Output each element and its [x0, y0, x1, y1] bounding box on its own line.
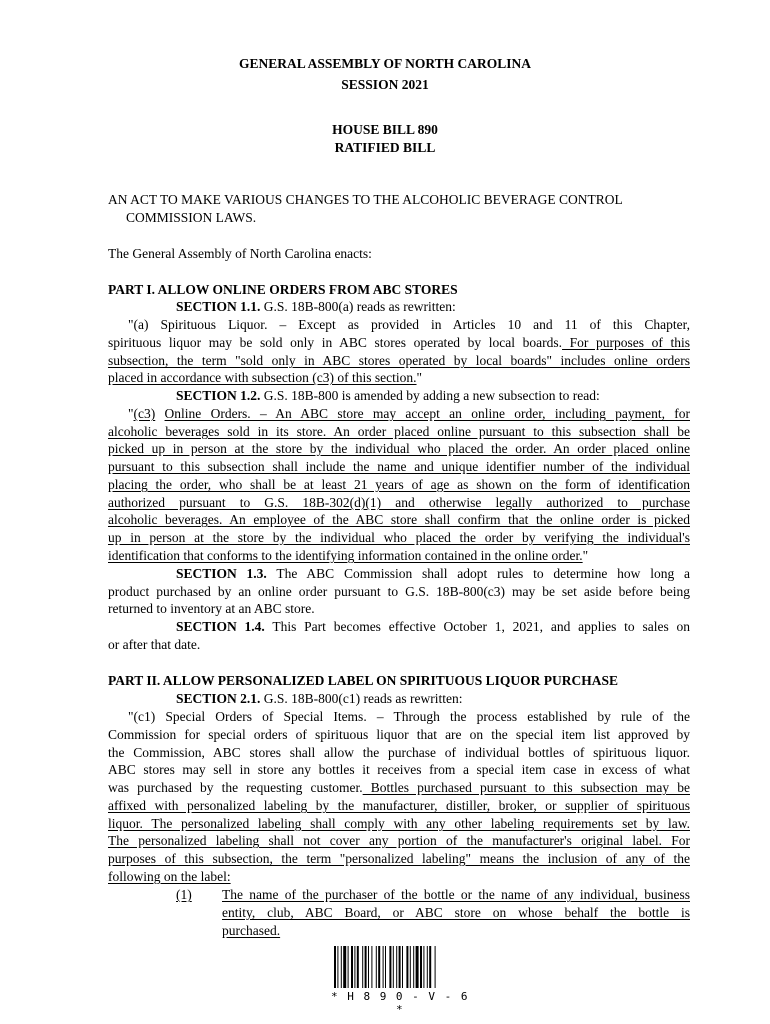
section-1-2-line — [128, 405, 690, 423]
barcode-bar — [385, 946, 386, 988]
barcode-bar — [337, 946, 338, 988]
section-2-1-line — [128, 708, 690, 726]
section-1-2-line: picked up in person at the store by the individual who placed the order. An order placed online — [108, 441, 690, 456]
section-1-4-line: or after that date. — [108, 637, 201, 652]
act-title-line-1: AN ACT TO MAKE VARIOUS CHANGES TO THE ALCOHOLIC BEVERAGE CONTROL — [108, 192, 623, 207]
barcode-bar — [348, 946, 349, 988]
section-1-1-intro — [176, 298, 690, 316]
barcode-bar — [354, 946, 355, 988]
section-1-4-line — [176, 618, 690, 636]
inserted-text: Bottles purchased pursuant to this subsection may be — [362, 780, 690, 795]
barcode — [334, 946, 466, 992]
barcode-text: * H 8 9 0 - V - 6 * — [330, 990, 470, 1016]
barcode-bar — [429, 946, 431, 988]
section-1-1-line — [108, 369, 690, 387]
barcode-bar — [393, 946, 394, 988]
barcode-bar — [402, 946, 403, 988]
section-text: G.S. 18B-800(c1) reads as rewritten: — [263, 691, 463, 706]
barcode-bar — [383, 946, 384, 988]
section-1-1-line: subsection, the term "sold only in ABC stores operated by local boards" includes online orders — [108, 353, 690, 368]
barcode-bar — [427, 946, 428, 988]
section-1-3-line: returned to inventory at an ABC store. — [108, 601, 315, 616]
section-1-3-line — [176, 565, 690, 583]
section-2-1-line: The personalized labeling shall not cover any portion of the manufacturer's original label. For — [108, 833, 690, 848]
section-1-1-line — [128, 316, 690, 334]
section-label: SECTION 1.1. — [176, 299, 261, 314]
barcode-bar — [423, 946, 424, 988]
session: SESSION 2021 — [341, 77, 429, 92]
barcode-bar — [396, 946, 397, 988]
barcode-bar — [435, 946, 436, 988]
enacting-clause: The General Assembly of North Carolina enacts: — [108, 246, 372, 261]
quote: " — [416, 370, 423, 385]
section-label: SECTION 2.1. — [176, 691, 261, 706]
section-1-2-line: alcoholic beverages sold in its store. An order placed online pursuant to this subsection shall be — [108, 424, 690, 439]
section-1-2-line: placing the order, who shall be at least 21 years of age as shown on the form of identification — [108, 477, 690, 492]
barcode-bar — [389, 946, 391, 988]
list-item-line: purchased. — [222, 923, 281, 938]
section-text: This Part becomes effective October 1, 2021, and applies to sales on — [272, 619, 690, 634]
barcode-bar — [410, 946, 411, 988]
list-item-number: (1) — [176, 887, 192, 902]
section-2-1-intro — [176, 690, 690, 708]
section-2-1-line — [108, 779, 690, 797]
act-title-line-2: COMMISSION LAWS. — [126, 210, 257, 225]
section-1-2-line: up in person at the store by the individual who placed the order by verifying the individual's — [108, 530, 690, 545]
section-1-2-line — [108, 547, 690, 565]
barcode-bar — [376, 946, 377, 988]
part-1-heading: PART I. ALLOW ONLINE ORDERS FROM ABC STORES — [108, 282, 458, 297]
barcode-bar — [343, 946, 346, 988]
section-text: G.S. 18B-800(a) reads as rewritten: — [263, 299, 456, 314]
barcode-bar — [420, 946, 422, 988]
barcode-bar — [371, 946, 372, 988]
barcode-bar — [416, 946, 419, 988]
bill-status: RATIFIED BILL — [334, 140, 436, 155]
barcode-bar — [357, 946, 359, 988]
section-1-3-line: product purchased by an online order pursuant to G.S. 18B-800(c3) may be set aside before being — [108, 584, 690, 599]
section-text: The ABC Commission shall adopt rules to determine how long a — [276, 566, 690, 581]
part-2-heading: PART II. ALLOW PERSONALIZED LABEL ON SPIRITUOUS LIQUOR PURCHASE — [108, 673, 619, 688]
quote: " — [128, 406, 134, 421]
barcode-bar — [399, 946, 401, 988]
barcode-bar — [365, 946, 367, 988]
barcode-bar — [334, 946, 336, 988]
inserted-text: placed in accordance with subsection (c3) of this section. — [108, 370, 417, 385]
barcode-bar — [378, 946, 380, 988]
subsection-marker: "(a) — [128, 317, 149, 332]
list-item-line: The name of the purchaser of the bottle or the name of any individual, business — [222, 887, 690, 902]
inserted-text: identification that conforms to the identifying information contained in the online order. — [108, 548, 583, 563]
section-1-1-line — [108, 334, 690, 352]
section-2-1-line: the Commission, ABC stores shall allow the purchase of individual bottles of spirituous liquor. — [108, 745, 690, 760]
section-2-1-line: liquor. The personalized labeling shall comply with any other labeling requirements set by law. — [108, 816, 690, 831]
section-label: SECTION 1.3. — [176, 566, 267, 581]
barcode-bar — [362, 946, 363, 988]
section-2-1-line: Commission for special orders of spirituous liquor that are on the special item list approved by — [108, 727, 690, 742]
barcode-bar — [413, 946, 414, 988]
barcode-bar — [351, 946, 353, 988]
text: Spirituous Liquor. – Except as provided in Articles 10 and 11 of this Chapter, — [160, 317, 690, 332]
list-item-line: entity, club, ABC Board, or ABC store on whose behalf the bottle is — [222, 905, 690, 920]
bill-number: HOUSE BILL 890 — [332, 122, 438, 137]
section-1-2-line: alcoholic beverages. An employee of the ABC store shall confirm that the online order is picked — [108, 512, 690, 527]
section-2-1-line: ABC stores may sell in store any bottles it receives from a special item case in excess of what — [108, 762, 690, 777]
barcode-bar — [341, 946, 342, 988]
subsection-marker: "(c1) — [128, 709, 156, 724]
section-1-2-intro — [176, 387, 690, 405]
section-1-2-line: pursuant to this subsection shall include the name and unique identifier number of the individual — [108, 459, 690, 474]
quote: " — [582, 548, 589, 563]
text: was purchased by the requesting customer. — [108, 780, 363, 795]
section-2-1-line: following on the label: — [108, 869, 231, 884]
section-2-1-line: purposes of this subsection, the term "personalized labeling" means the inclusion of any of the — [108, 851, 690, 866]
inserted-text: Online Orders. – An ABC store may accept an online order, including payment, for — [164, 406, 690, 421]
subsection-marker: (c3) — [133, 406, 156, 421]
text: Special Orders of Special Items. – Through the process established by rule of the — [165, 709, 690, 724]
section-2-1-line: affixed with personalized labeling by the manufacturer, distiller, broker, or supplier of spirituous — [108, 798, 690, 813]
text: spirituous liquor may be sold only in ABC stores operated by local boards. — [108, 335, 563, 350]
section-label: SECTION 1.4. — [176, 619, 265, 634]
barcode-bar — [368, 946, 369, 988]
section-1-2-line: authorized pursuant to G.S. 18B-302(d)(1) and otherwise legally authorized to purchase — [108, 495, 690, 510]
section-text: G.S. 18B-800 is amended by adding a new subsection to read: — [263, 388, 600, 403]
section-label: SECTION 1.2. — [176, 388, 261, 403]
assembly-name: GENERAL ASSEMBLY OF NORTH CAROLINA — [238, 56, 532, 71]
inserted-text: For purposes of this — [562, 335, 690, 350]
barcode-bar — [406, 946, 408, 988]
